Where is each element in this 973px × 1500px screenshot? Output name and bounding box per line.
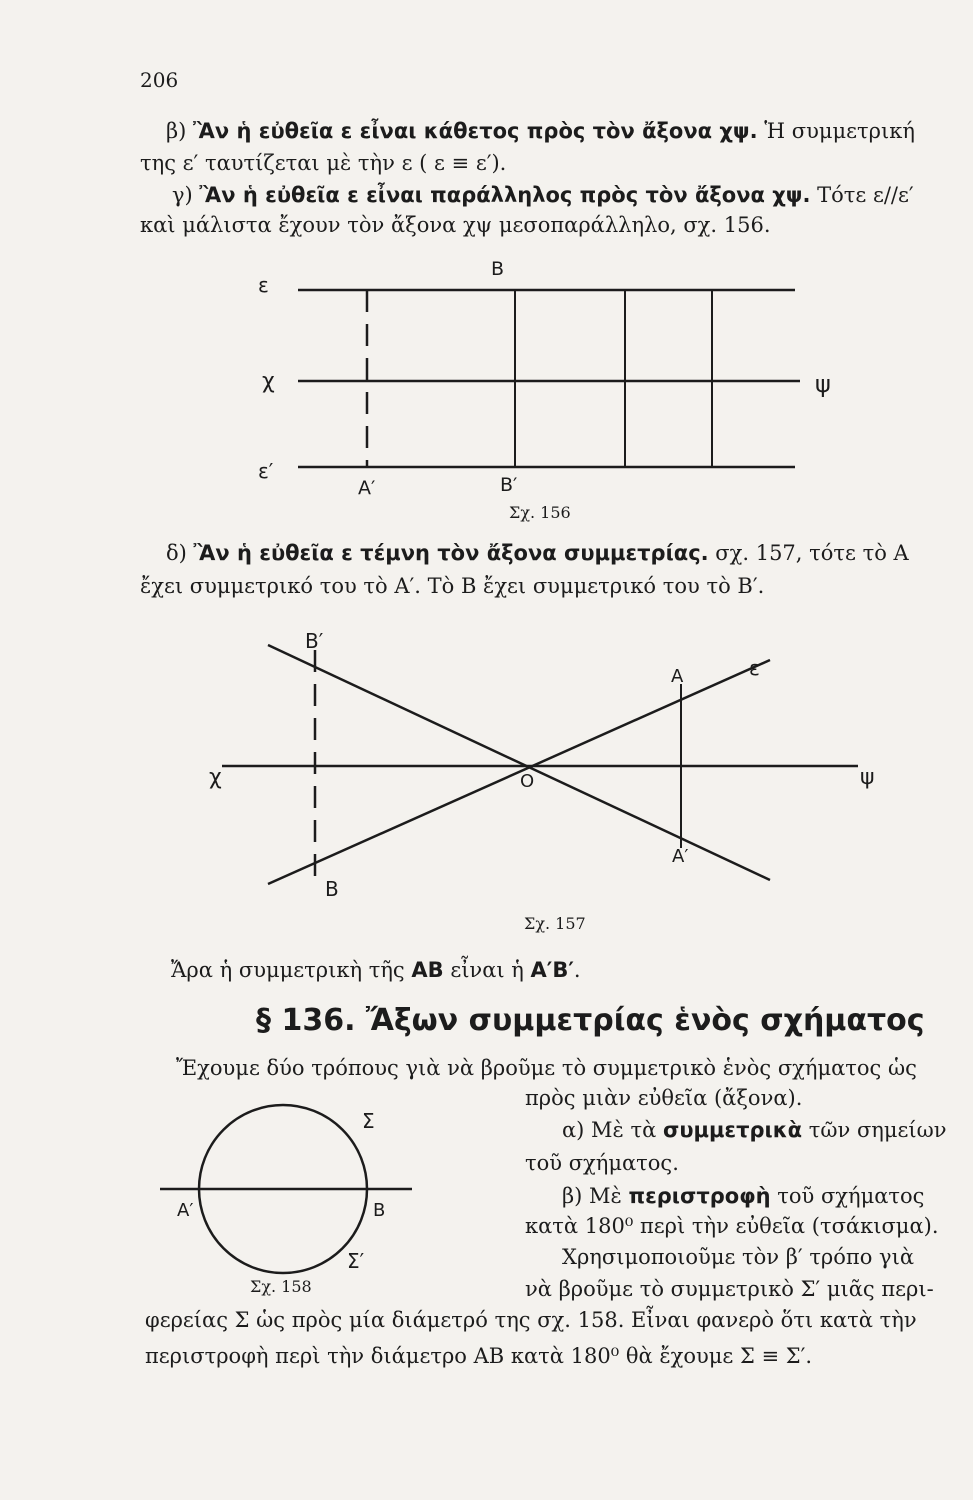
label-B: Β xyxy=(491,258,505,280)
paragraph-delta-line2: ἔχει συμμετρικό του τὸ Α′. Τὸ Β ἔχει συμμετρικό του τὸ Β′. xyxy=(140,574,765,598)
text: εἶναι ἡ xyxy=(443,958,531,982)
label-e: ε xyxy=(749,656,760,680)
bold-symmetric: συμμετρικὰ xyxy=(662,1118,803,1142)
label-A-prime: Α′ xyxy=(177,1200,194,1221)
label-O: Ο xyxy=(520,771,535,792)
label-y: ψ xyxy=(815,370,831,398)
label: β) xyxy=(166,119,194,143)
label-B: Β xyxy=(373,1200,386,1221)
use-line2: νὰ βροῦμε τὸ συμμετρικὸ Σ′ μιᾶς περι- xyxy=(525,1277,934,1301)
caption-156: Σχ. 156 xyxy=(509,503,571,522)
final-line1: φερείας Σ ὡς πρὸς μία διάμετρό της σχ. 158. Εἶναι φανερὸ ὅτι κατὰ τὴν xyxy=(145,1308,917,1332)
text: β) Μὲ xyxy=(562,1184,629,1208)
text: τῶν σημείων xyxy=(802,1118,947,1142)
text: . xyxy=(573,958,581,982)
bold-statement: Ἂν ἡ εὐθεῖα ε εἶναι παράλληλος πρὸς τὸν ἄξονα χψ. xyxy=(199,183,811,207)
label-B-prime: Β′ xyxy=(305,629,324,653)
text: τοῦ σχήματος xyxy=(770,1184,925,1208)
text: σχ. 157, τότε τὸ Α xyxy=(708,541,909,565)
section-heading: § 136. Ἄξων συμμετρίας ἑνὸς σχήματος xyxy=(256,1003,925,1038)
label: δ) xyxy=(166,541,194,565)
label-e: ε xyxy=(258,273,269,297)
text: Ἡ συμμετρική xyxy=(757,119,915,143)
paragraph-beta-line2: της ε′ ταυτίζεται μὲ τὴν ε ( ε ≡ ε′). xyxy=(140,151,507,175)
label-e-prime: ε′ xyxy=(258,459,274,483)
alpha-line2: τοῦ σχήματος. xyxy=(525,1151,679,1175)
bold-statement: Ἂν ἡ εὐθεῖα ε τέμνη τὸν ἄξονα συμμετρίας. xyxy=(193,541,709,565)
label-A: Α xyxy=(671,666,684,687)
label-B: Β xyxy=(325,877,339,901)
final-line2: περιστροφὴ περὶ τὴν διάμετρο ΑΒ κατὰ 180⁰ θὰ ἔχουμε Σ ≡ Σ′. xyxy=(145,1344,813,1368)
bold-statement: Ἂν ἡ εὐθεῖα ε εἶναι κάθετος πρὸς τὸν ἄξονα χψ. xyxy=(193,119,758,143)
label-S: Σ xyxy=(362,1109,375,1133)
label-y: ψ xyxy=(860,765,875,790)
label-B-prime: Β′ xyxy=(500,474,518,496)
page-number: 206 xyxy=(140,68,179,92)
paragraph-gamma-line2: καὶ μάλιστα ἔχουν τὸν ἄξονα χψ μεσοπαράλληλο, σχ. 156. xyxy=(140,213,771,237)
label-x: χ xyxy=(209,765,222,790)
intro-line1: Ἔχουμε δύο τρόπους γιὰ νὰ βροῦμε τὸ συμμετρικὸ ἑνὸς σχήματος ὡς xyxy=(176,1056,917,1080)
label-x: χ xyxy=(262,369,275,394)
intro-line2: πρὸς μιὰν εὐθεῖα (ἄξονα). xyxy=(525,1086,803,1110)
label-A-prime: Α′ xyxy=(358,477,376,499)
caption-157: Σχ. 157 xyxy=(524,914,586,933)
use-line1: Χρησιμοποιοῦμε τὸν β′ τρόπο γιὰ xyxy=(562,1245,915,1269)
bold-rotation: περιστροφὴ xyxy=(628,1184,771,1208)
bold-A-prime-B-prime: Α′Β′ xyxy=(530,958,574,982)
label-A-prime: Α′ xyxy=(672,846,689,867)
label: γ) xyxy=(172,183,200,207)
text: α) Μὲ τὰ xyxy=(562,1118,663,1142)
bold-AB: ΑΒ xyxy=(411,958,444,982)
beta2-line2: κατὰ 180⁰ περὶ τὴν εὐθεῖα (τσάκισμα). xyxy=(525,1214,939,1238)
text: Ἄρα ἡ συμμετρικὴ τῆς xyxy=(171,958,412,982)
text: Τότε ε//ε′ xyxy=(810,183,914,207)
label-S-prime: Σ′ xyxy=(347,1249,365,1273)
caption-158: Σχ. 158 xyxy=(250,1277,312,1296)
